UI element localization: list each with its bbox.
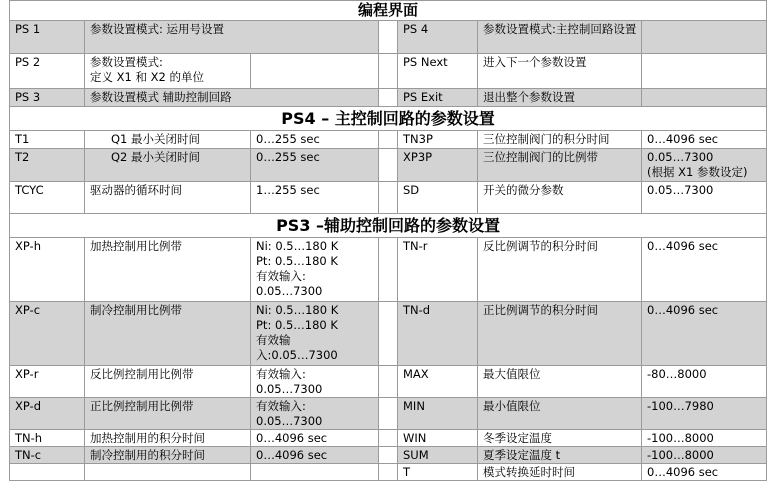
param-range: -100…8000 xyxy=(642,430,767,447)
param-row xyxy=(10,131,767,149)
param-row xyxy=(10,430,767,447)
param-desc xyxy=(85,464,251,481)
ps-desc: 参数设置模式:主控制回路设置 xyxy=(478,21,642,54)
ps-desc: 退出整个参数设置 xyxy=(478,89,642,107)
param-row xyxy=(10,149,767,182)
ps-code: PS Next xyxy=(398,54,478,89)
param-range: 0…255 sec xyxy=(251,149,379,182)
param-desc: Q1 最小关闭时间 xyxy=(85,131,251,149)
ps-desc: 参数设置模式: 定义 X1 和 X2 的单位 xyxy=(85,54,251,89)
param-row xyxy=(10,366,767,398)
column-separator xyxy=(379,302,398,366)
section-title-ps3: PS3 –辅助控制回路的参数设置 xyxy=(10,214,767,238)
ps-row xyxy=(10,54,767,89)
column-separator xyxy=(379,238,398,302)
param-range: 0…255 sec xyxy=(251,131,379,149)
column-separator xyxy=(379,464,398,481)
param-desc: 正比例控制用比例带 xyxy=(85,398,251,430)
section-header-row xyxy=(10,214,767,238)
param-code: SD xyxy=(398,182,478,214)
param-row xyxy=(10,447,767,464)
param-desc: 制冷控制用的积分时间 xyxy=(85,447,251,464)
ps-code: PS 3 xyxy=(10,89,85,107)
param-code: TN3P xyxy=(398,131,478,149)
param-code: XP3P xyxy=(398,149,478,182)
param-range xyxy=(251,464,379,481)
param-code: T2 xyxy=(10,149,85,182)
param-range: 0…4096 sec xyxy=(642,464,767,481)
param-desc: 反比例调节的积分时间 xyxy=(478,238,642,302)
param-range: 有效输入: 0.05…7300 xyxy=(251,398,379,430)
param-code: T1 xyxy=(10,131,85,149)
param-code: TCYC xyxy=(10,182,85,214)
column-separator xyxy=(379,149,398,182)
param-range: 0…4096 sec xyxy=(251,430,379,447)
param-code: TN-d xyxy=(398,302,478,366)
column-separator xyxy=(379,447,398,464)
param-code: XP-r xyxy=(10,366,85,398)
param-code: WIN xyxy=(398,430,478,447)
param-range: -100…7980 xyxy=(642,398,767,430)
programming-interface-table xyxy=(9,0,767,481)
param-desc: 制冷控制用比例带 xyxy=(85,302,251,366)
param-range: -100…8000 xyxy=(642,447,767,464)
column-separator xyxy=(379,366,398,398)
param-code xyxy=(10,464,85,481)
param-row xyxy=(10,238,767,302)
section-header-row xyxy=(10,107,767,131)
param-desc: 夏季设定温度 t xyxy=(478,447,642,464)
column-separator xyxy=(379,21,398,54)
param-range: 0…4096 sec xyxy=(251,447,379,464)
column-separator xyxy=(379,89,398,107)
param-row xyxy=(10,302,767,366)
empty-cell xyxy=(642,21,767,54)
param-code: SUM xyxy=(398,447,478,464)
param-desc: Q2 最小关闭时间 xyxy=(85,149,251,182)
column-separator xyxy=(379,398,398,430)
column-separator xyxy=(379,182,398,214)
param-range: 0.05…7300 (根据 X1 参数设定) xyxy=(642,149,767,182)
param-code: TN-h xyxy=(10,430,85,447)
param-range: 0.05…7300 xyxy=(642,182,767,214)
ps-desc: 参数设置模式: 运用号设置 xyxy=(85,21,379,54)
ps-code: PS Exit xyxy=(398,89,478,107)
param-range: Ni: 0.5…180 K Pt: 0.5…180 K 有效输 入:0.05…7300 xyxy=(251,302,379,366)
param-desc: 驱动器的循环时间 xyxy=(85,182,251,214)
param-code: TN-c xyxy=(10,447,85,464)
param-range: 0…4096 sec xyxy=(642,302,767,366)
param-desc: 冬季设定温度 xyxy=(478,430,642,447)
ps-desc: 参数设置模式 辅助控制回路 xyxy=(85,89,379,107)
param-desc: 加热控制用比例带 xyxy=(85,238,251,302)
param-range: Ni: 0.5…180 K Pt: 0.5…180 K 有效输入: 0.05…7300 xyxy=(251,238,379,302)
param-desc: 正比例调节的积分时间 xyxy=(478,302,642,366)
empty-cell xyxy=(251,54,379,89)
column-separator xyxy=(379,54,398,89)
ps-code: PS 1 xyxy=(10,21,85,54)
param-desc: 加热控制用的积分时间 xyxy=(85,430,251,447)
ps-row xyxy=(10,21,767,54)
title-row xyxy=(10,1,767,21)
param-range: 0…4096 sec xyxy=(642,238,767,302)
param-row xyxy=(10,464,767,481)
ps-row xyxy=(10,89,767,107)
param-code: XP-d xyxy=(10,398,85,430)
param-desc: 三位控制阀门的积分时间 xyxy=(478,131,642,149)
param-desc: 最大值限位 xyxy=(478,366,642,398)
param-range: 1…255 sec xyxy=(251,182,379,214)
param-desc: 模式转换延时时间 xyxy=(478,464,642,481)
param-range: -80…8000 xyxy=(642,366,767,398)
section-title-ps4: PS4 – 主控制回路的参数设置 xyxy=(10,107,767,131)
column-separator xyxy=(379,430,398,447)
param-desc: 开关的微分参数 xyxy=(478,182,642,214)
empty-cell xyxy=(642,89,767,107)
column-separator xyxy=(379,131,398,149)
ps-code: PS 2 xyxy=(10,54,85,89)
ps-code: PS 4 xyxy=(398,21,478,54)
param-desc: 反比例控制用比例带 xyxy=(85,366,251,398)
ps-desc: 进入下一个参数设置 xyxy=(478,54,642,89)
param-code: MIN xyxy=(398,398,478,430)
param-row xyxy=(10,182,767,214)
param-code: T xyxy=(398,464,478,481)
param-code: XP-c xyxy=(10,302,85,366)
param-code: XP-h xyxy=(10,238,85,302)
param-desc: 三位控制阀门的比例带 xyxy=(478,149,642,182)
param-row xyxy=(10,398,767,430)
param-code: MAX xyxy=(398,366,478,398)
param-range: 0…4096 sec xyxy=(642,131,767,149)
page-title: 编程界面 xyxy=(10,1,767,21)
param-desc: 最小值限位 xyxy=(478,398,642,430)
param-range: 有效输入: 0.05…7300 xyxy=(251,366,379,398)
param-code: TN-r xyxy=(398,238,478,302)
empty-cell xyxy=(642,54,767,89)
